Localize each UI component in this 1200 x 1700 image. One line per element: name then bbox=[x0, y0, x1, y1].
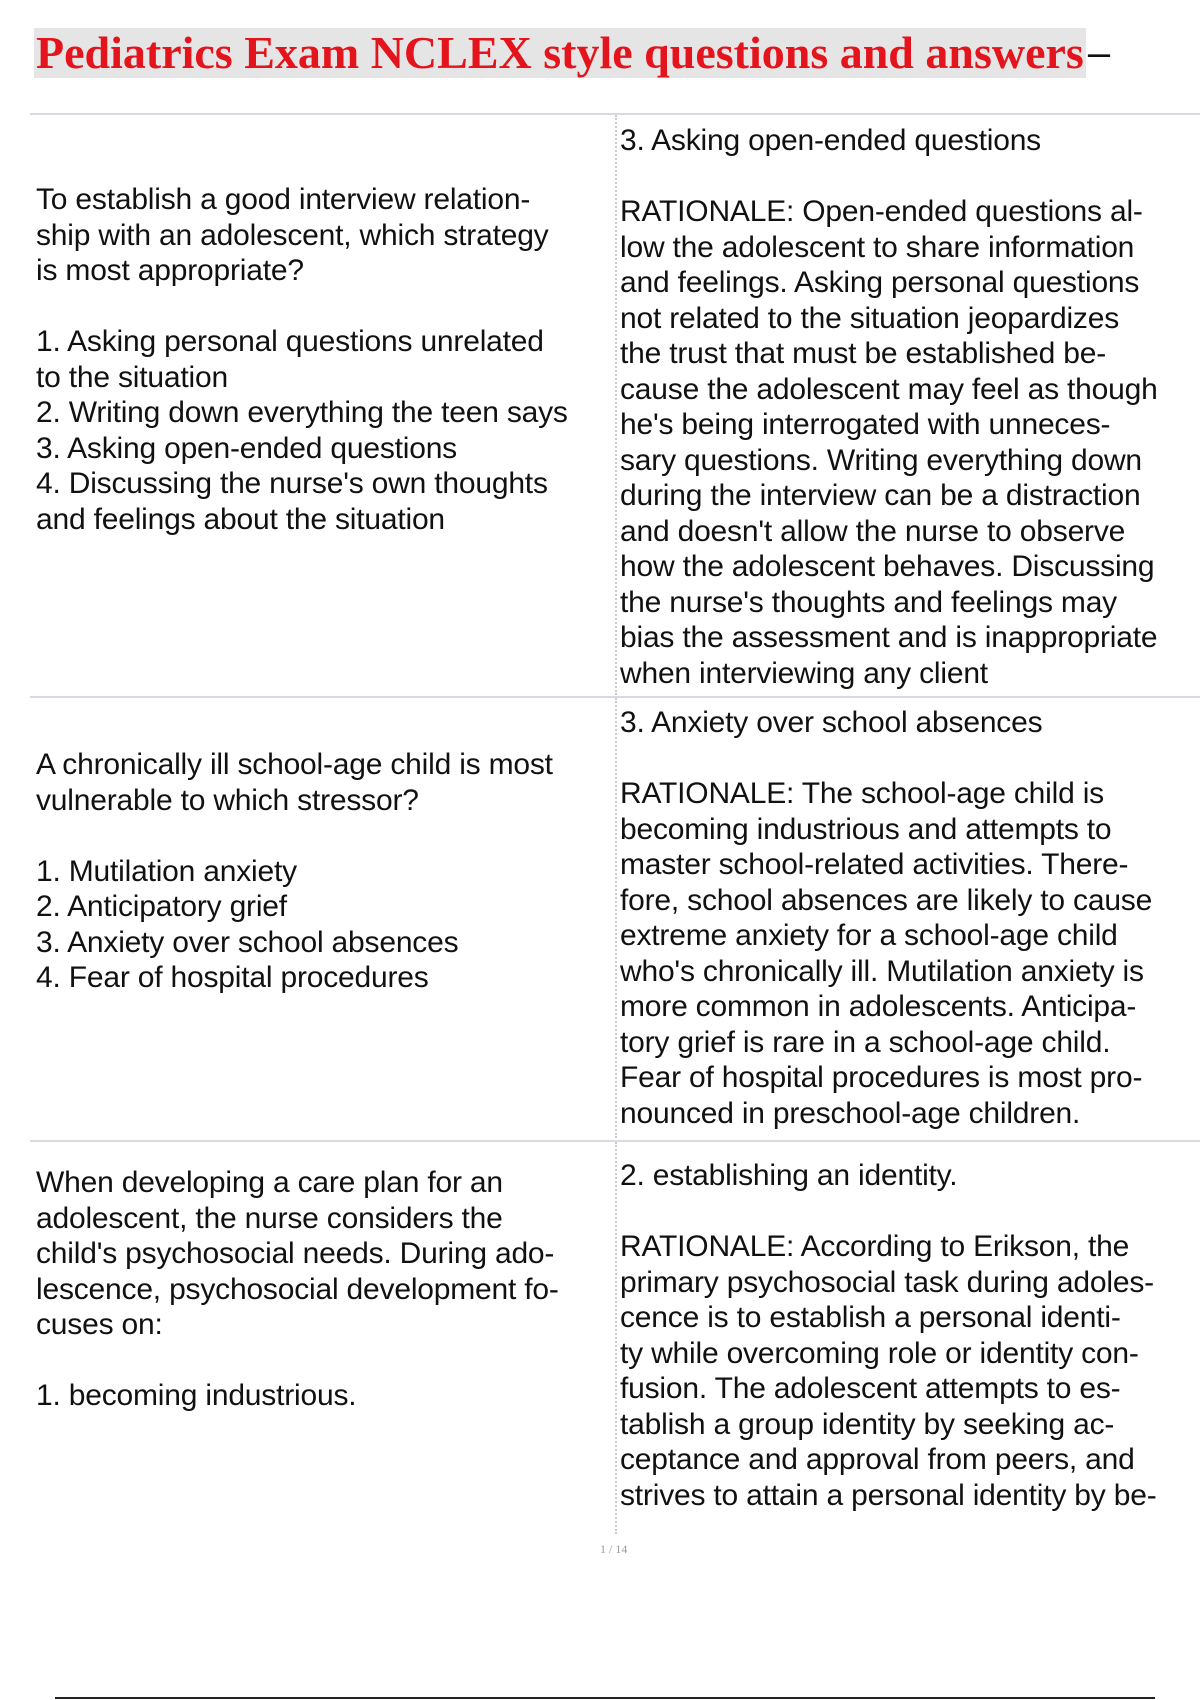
title-dash: – bbox=[1087, 31, 1111, 75]
answer-text-2: 3. Anxiety over school absences RATIONALE: The school-age child is becoming industrious and attempts to master school-related activities. There- fore, school absences are likely to cause extreme anxiety for a school-age child who's chronically ill. Mutilation anxiety is more common in adolescents. Anticipa- tory grief is rare in a school-age child. Fear of hospital procedures is most pro- nounced in preschool-age children. bbox=[620, 706, 1153, 1130]
question-text-3: When developing a care plan for an adolescent, the nurse considers the child's psychosocial needs. During ado- lescence, psychosocial development fo- cuses on: 1. becoming industrious. bbox=[36, 1166, 559, 1412]
page-number: 1 / 14 bbox=[600, 1542, 628, 1556]
document-title-bar bbox=[34, 28, 1110, 78]
column-separator bbox=[615, 1142, 617, 1534]
document-title: Pediatrics Exam NCLEX style questions and answers bbox=[36, 27, 1084, 78]
column-separator bbox=[615, 698, 617, 1138]
question-text-1: To establish a good interview relation- ship with an adolescent, which strategy is most appropriate? 1. Asking personal questions unrelated to the situation 2. Writing down everything the teen says 3. Asking open-ended questions 4. Discussing the nurse's own thoughts and feelings about the situation bbox=[36, 183, 568, 536]
bottom-rule bbox=[55, 1697, 1155, 1699]
question-text-2: A chronically ill school-age child is most vulnerable to which stressor? 1. Mutilation anxiety 2. Anticipatory grief 3. Anxiety over school absences 4. Fear of hospital procedures bbox=[36, 748, 553, 994]
column-separator bbox=[615, 115, 617, 695]
answer-text-1: 3. Asking open-ended questions RATIONALE: Open-ended questions al- low the adolescent to share information and feelings. Asking personal questions not related to the situation jeopardizes the trust that must be established be- cause the adolescent may feel as though he's being interrogated with unneces- sary questions. Writing everything down during the interview can be a distraction and doesn't allow the nurse to observe how the adolescent behaves. Discussing the nurse's thoughts and feelings may bias the assessment and is inappropriate when interviewing any client bbox=[620, 124, 1158, 690]
answer-text-3: 2. establishing an identity. RATIONALE: According to Erikson, the primary psychosocial task during adoles- cence is to establish a personal identi- ty while overcoming role or identity con- fusion. The adolescent attempts to es- tablish a group identity by seeking ac- ceptance and approval from peers, and strives to attain a personal identity by be- bbox=[620, 1159, 1157, 1512]
